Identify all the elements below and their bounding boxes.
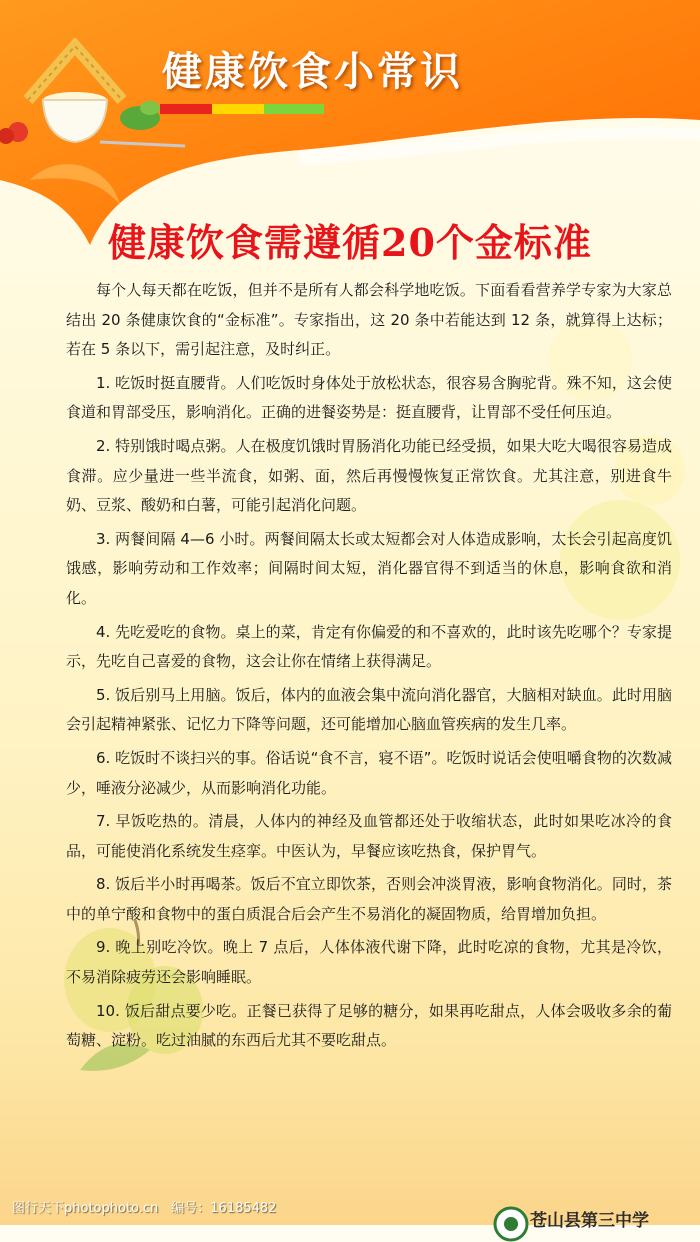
guideline-item: 2. 特别饿时喝点粥。人在极度饥饿时胃肠消化功能已经受损，如果大吃大喝很容易造成食滞。应少量进一些半流食，如粥、面，然后再慢慢恢复正常饮食。尤其注意，别进食牛奶、豆浆、酸奶和白薯，可能引起消化问题。 bbox=[66, 436, 672, 515]
guideline-item: 9. 晚上别吃冷饮。晚上 7 点后，人体体液代谢下降，此时吃凉的食物，尤其是冷饮，不易消除疲劳还会影响睡眠。 bbox=[66, 938, 672, 987]
guideline-item: 1. 吃饭时挺直腰背。人们吃饭时身体处于放松状态，很容易含胸驼背。殊不知，这会使食道和胃部受压，影响消化。正确的进餐姿势是：挺直腰背，让胃部不受任何压迫。 bbox=[66, 373, 672, 422]
guideline-item: 3. 两餐间隔 4—6 小时。两餐间隔太长或太短都会对人体造成影响，太长会引起高度饥饿感，影响劳动和工作效率；间隔时间太短，消化器官得不到适当的休息，影响食欲和消化。 bbox=[66, 529, 672, 607]
school-name: 苍山县第三中学 bbox=[530, 1211, 649, 1231]
school-logo-icon bbox=[493, 1206, 529, 1242]
guideline-item: 5. 饭后别马上用脑。饭后，体内的血液会集中流向消化器官，大脑相对缺血。此时用脑会引起精神紧张、记忆力下降等问题，还可能增加心脑血管疾病的发生几率。 bbox=[66, 685, 672, 734]
guideline-item: 10. 饭后甜点要少吃。正餐已获得了足够的糖分，如果再吃甜点，人体会吸收多余的葡萄糖、淀粉。吃过油腻的东西后尤其不要吃甜点。 bbox=[66, 1001, 672, 1050]
color-bars bbox=[160, 104, 324, 114]
yellow-bar bbox=[212, 104, 264, 114]
main-title: 健康饮食需遵循20个金标准 bbox=[108, 220, 592, 265]
intro-paragraph: 每个人每天都在吃饭，但并不是所有人都会科学地吃饭。下面看看营养学专家为大家总结出 20 条健康饮食的“金标准”。专家指出，这 20 条中若能达到 12 条，就算得上达标；若在 5 条以下，需引起注意，及时纠正。 bbox=[66, 281, 672, 359]
article-body bbox=[66, 276, 672, 1060]
guideline-item: 4. 先吃爱吃的食物。桌上的菜，肯定有你偏爱的和不喜欢的，此时该先吃哪个？专家提示，先吃自己喜爱的食物，这会让你在情绪上获得满足。 bbox=[66, 622, 672, 671]
guideline-item: 8. 饭后半小时再喝茶。饭后不宜立即饮茶，否则会冲淡胃液，影响食物消化。同时，茶中的单宁酸和食物中的蛋白质混合后会产生不易消化的凝固物质，给胃增加负担。 bbox=[66, 875, 672, 923]
green-bar bbox=[264, 104, 324, 114]
red-bar bbox=[160, 104, 212, 114]
guideline-item: 7. 早饭吃热的。清晨，人体内的神经及血管都还处于收缩状态，此时如果吃冰冷的食品，可能使消化系统发生痉挛。中医认为，早餐应该吃热食，保护胃气。 bbox=[66, 812, 672, 860]
watermark-credit: 图行天下photophoto.cn 编号：16185482 bbox=[12, 1201, 277, 1216]
header-title: 健康饮食小常识 bbox=[162, 48, 463, 95]
guideline-item: 6. 吃饭时不谈扫兴的事。俗话说“食不言，寝不语”。吃饭时说话会使咀嚼食物的次数减少，唾液分泌减少，从而影响消化功能。 bbox=[66, 748, 672, 797]
